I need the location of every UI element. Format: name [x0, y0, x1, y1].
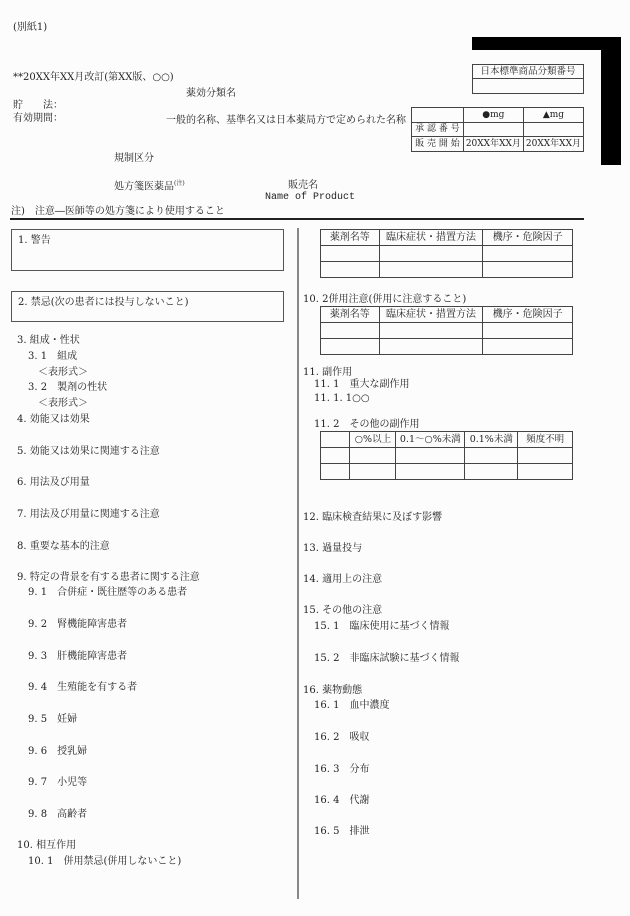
table-cell [465, 464, 518, 480]
section-14: 14. 適用上の注意 [303, 574, 383, 585]
col-clinical-symptoms: 臨床症状・措置方法 [379, 230, 483, 246]
table-cell [483, 246, 573, 262]
attachment-label: (別紙1) [13, 22, 48, 33]
warning-box [11, 229, 284, 271]
section-15-2: 15. 2 非臨床試験に基づく情報 [314, 653, 460, 664]
section-13: 13. 過量投与 [303, 543, 363, 554]
table-cell [396, 464, 465, 480]
corner-bracket-top [472, 37, 621, 50]
section-15: 15. その他の注意 [303, 605, 383, 616]
section-9-5: 9. 5 妊婦 [28, 714, 78, 725]
section-7: 7. 用法及び用量に関連する注意 [17, 509, 160, 520]
section-9: 9. 特定の背景を有する患者に関する注意 [17, 572, 200, 583]
section-11-2: 11. 2 その他の副作用 [314, 419, 420, 430]
table-cell [321, 246, 380, 262]
other-adverse-table [320, 431, 573, 480]
generic-name-label: 一般的名称、基準名又は日本薬局方で定められた名称 [166, 115, 406, 126]
warning-heading: 1. 警告 [18, 235, 51, 246]
section-9-7: 9. 7 小児等 [28, 777, 88, 788]
section-11: 11. 副作用 [303, 367, 353, 378]
table-cell [350, 448, 396, 464]
section-16: 16. 薬物動態 [303, 685, 363, 696]
approval-number-1 [463, 123, 523, 137]
col-under-percent: 0.1%未満 [465, 432, 518, 448]
col-drug-name: 薬剤名等 [321, 230, 380, 246]
section-16-2: 16. 2 吸収 [314, 732, 370, 743]
col-over-percent: ○%以上 [350, 432, 396, 448]
section-3-1: 3. 1 組成 [28, 351, 78, 362]
efficacy-class-label: 薬効分類名 [186, 88, 236, 99]
section-3-2-table-placeholder: ＜表形式＞ [38, 398, 88, 409]
table-cell [483, 323, 573, 339]
section-12: 12. 臨床検査結果に及ぼす影響 [303, 512, 443, 523]
table-cell [321, 448, 350, 464]
section-9-6: 9. 6 授乳婦 [28, 746, 88, 757]
table-cell [321, 323, 380, 339]
section-4: 4. 効能又は効果 [17, 414, 90, 425]
revision-note: **20XX年XX月改訂(第XX版、○○) [13, 72, 174, 83]
col-mechanism: 機序・危険因子 [483, 307, 573, 323]
contraindicated-combination-table [320, 229, 573, 278]
table-cell [321, 464, 350, 480]
section-9-8: 9. 8 高齢者 [28, 809, 88, 820]
section-9-3: 9. 3 肝機能障害患者 [28, 651, 128, 662]
approval-number-2 [523, 123, 583, 137]
expiry-label: 有効期間： [13, 113, 63, 124]
table-cell [350, 464, 396, 480]
approval-col-blank [412, 108, 464, 123]
section-10-1: 10. 1 併用禁忌(併用しないこと) [28, 856, 182, 867]
sales-start-label: 販 売 開 始 [412, 137, 464, 152]
contraindications-box [11, 291, 284, 322]
jsci-number-box [472, 64, 584, 94]
table-cell [518, 464, 573, 480]
col-blank [321, 432, 350, 448]
col-drug-name: 薬剤名等 [321, 307, 380, 323]
jsci-value [473, 79, 584, 94]
brand-name-ja: 販売名 [288, 180, 318, 191]
approval-number-label: 承 認 番 号 [412, 123, 464, 137]
section-9-2: 9. 2 腎機能障害患者 [28, 619, 128, 630]
approval-col-circle-mg: ●mg [463, 108, 523, 123]
table-cell [518, 448, 573, 464]
section-16-3: 16. 3 分布 [314, 764, 370, 775]
section-6: 6. 用法及び用量 [17, 477, 90, 488]
footnote-mark: (注) [174, 180, 185, 187]
section-10-2: 10. 2併用注意(併用に注意すること) [303, 294, 467, 305]
col-mechanism: 機序・危険因子 [483, 230, 573, 246]
contraindications-heading: 2. 禁忌(次の患者には投与しないこと) [18, 297, 189, 308]
table-cell [379, 246, 483, 262]
section-10: 10. 相互作用 [17, 840, 77, 851]
sales-start-2: 20XX年XX月 [523, 137, 583, 152]
section-3-2: 3. 2 製剤の性状 [28, 382, 108, 393]
section-9-4: 9. 4 生殖能を有する者 [28, 682, 138, 693]
storage-label: 貯 法： [13, 100, 63, 111]
table-cell [465, 448, 518, 464]
col-clinical-symptoms: 臨床症状・措置方法 [379, 307, 483, 323]
approval-table [411, 107, 584, 152]
column-divider [297, 228, 299, 899]
table-cell [379, 262, 483, 278]
brand-name-en: Name of Product [265, 192, 356, 203]
section-11-1-1: 11. 1. 1○○ [314, 393, 370, 404]
precaution-combination-table [320, 306, 573, 355]
section-3: 3. 組成・性状 [17, 335, 80, 346]
table-cell [396, 448, 465, 464]
table-cell [379, 339, 483, 355]
table-cell [483, 262, 573, 278]
table-cell [321, 339, 380, 355]
col-range-percent: 0.1～○%未満 [396, 432, 465, 448]
table-cell [379, 323, 483, 339]
section-3-1-table-placeholder: ＜表形式＞ [38, 367, 88, 378]
section-9-1: 9. 1 合併症・既往歴等のある患者 [28, 587, 188, 598]
col-unknown-frequency: 頻度不明 [518, 432, 573, 448]
prescription-footnote: 注) 注意―医師等の処方箋により使用すること [11, 206, 225, 217]
corner-bracket-side [601, 37, 621, 165]
section-16-4: 16. 4 代謝 [314, 795, 370, 806]
section-8: 8. 重要な基本的注意 [17, 541, 110, 552]
table-cell [321, 262, 380, 278]
regulatory-class-label: 規制区分 [114, 153, 154, 164]
jsci-title: 日本標準商品分類番号 [473, 65, 584, 79]
section-11-1: 11. 1 重大な副作用 [314, 379, 410, 390]
approval-col-triangle-mg: ▲mg [523, 108, 583, 123]
section-16-1: 16. 1 血中濃度 [314, 700, 390, 711]
section-16-5: 16. 5 排泄 [314, 826, 370, 837]
section-5: 5. 効能又は効果に関連する注意 [17, 446, 160, 457]
section-15-1: 15. 1 臨床使用に基づく情報 [314, 621, 450, 632]
prescription-drug-text: 処方箋医薬品 [114, 181, 174, 193]
prescription-drug-label [114, 180, 185, 193]
sales-start-1: 20XX年XX月 [463, 137, 523, 152]
header-divider [10, 218, 584, 220]
table-cell [483, 339, 573, 355]
